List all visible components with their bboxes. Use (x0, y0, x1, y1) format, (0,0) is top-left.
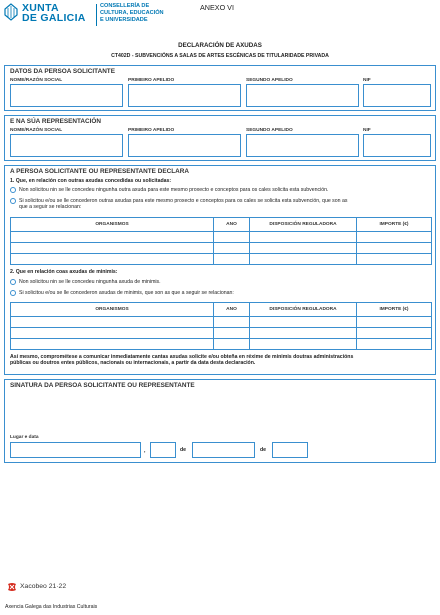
table-row (11, 254, 432, 265)
month-field[interactable] (192, 442, 255, 458)
column-header-organisms: ORGANISMOS (11, 218, 214, 232)
table-cell[interactable] (357, 254, 432, 265)
table-cell[interactable] (357, 328, 432, 339)
table-cell[interactable] (250, 328, 357, 339)
q2-option-no-radio[interactable] (10, 279, 16, 285)
de-separator-2: de (260, 447, 267, 453)
q1-option-yes-radio[interactable] (10, 198, 16, 204)
table-cell[interactable] (214, 339, 250, 350)
signature-section-title: SINATURA DA PERSOA SOLICITANTE OU REPRESENTANTE (10, 382, 195, 389)
table-cell[interactable] (357, 243, 432, 254)
rep-nif-label: NIF (363, 128, 371, 133)
applicant-section-title: DATOS DA PERSOA SOLICITANTE (10, 68, 115, 75)
rep-first-surname-label: PRIMEIRO APELIDO (128, 128, 175, 133)
q2-option-no-label: Non solicitou nin se lle concedeu ningunha axuda de minimis. (19, 279, 161, 285)
xacobeo-text: Xacobeo 21·22 (20, 583, 67, 590)
annex-label: ANEXO VI (200, 3, 234, 12)
representative-section-title: E NA SÚA REPRESENTACIÓN (10, 118, 102, 125)
table-cell[interactable] (11, 339, 214, 350)
table-row (11, 339, 432, 350)
table-cell[interactable] (214, 328, 250, 339)
table-cell[interactable] (357, 339, 432, 350)
column-header-year: ANO (214, 218, 250, 232)
document-header (4, 3, 436, 27)
table-cell[interactable] (250, 317, 357, 328)
table-cell[interactable] (250, 339, 357, 350)
table-cell[interactable] (11, 317, 214, 328)
applicant-second-surname-field[interactable] (246, 84, 359, 107)
table-cell[interactable] (11, 328, 214, 339)
rep-nif-field[interactable] (363, 134, 431, 157)
table-cell[interactable] (214, 232, 250, 243)
column-header-regulation: DISPOSICIÓN REGULADORA (250, 303, 357, 317)
column-header-amount: IMPORTE (€) (357, 218, 432, 232)
applicant-name-field[interactable] (10, 84, 123, 107)
rep-name-field[interactable] (10, 134, 123, 157)
applicant-first-surname-field[interactable] (128, 84, 241, 107)
agency-name: Axencia Galega das Industrias Culturais (5, 604, 98, 610)
table-cell[interactable] (357, 232, 432, 243)
declaration-section (4, 165, 436, 375)
rep-name-label: NOME/RAZÓN SOCIAL (10, 128, 63, 133)
year-field[interactable] (272, 442, 308, 458)
second-surname-label: SEGUNDO APELIDO (246, 78, 293, 83)
table-cell[interactable] (11, 243, 214, 254)
rep-first-surname-field[interactable] (128, 134, 241, 157)
xunta-logo-text: XUNTA DE GALICIA (22, 2, 86, 24)
aid-table-2 (10, 302, 432, 350)
rep-second-surname-field[interactable] (246, 134, 359, 157)
column-header-year: ANO (214, 303, 250, 317)
q1-option-no-radio[interactable] (10, 187, 16, 193)
comma-separator: , (144, 448, 146, 454)
scallop-shell-icon (4, 3, 18, 21)
table-row (11, 317, 432, 328)
aid-table-1 (10, 217, 432, 265)
xacobeo-mark-icon (7, 582, 17, 592)
table-cell[interactable] (214, 254, 250, 265)
q1-option-no-label: Non solicitou nin se lle concedeu ningunha outra axuda para este mesmo proxecto e conceptos para os cales solicita esta subvención. (19, 187, 329, 193)
question-1: 1. Que, en relación con outras axudas concedidas ou solicitadas: (10, 178, 172, 184)
logo-divider (96, 4, 97, 26)
table-cell[interactable] (357, 317, 432, 328)
q2-option-yes-label: Si solicitou e/ou se lle concederon axudas de minimis, que son as que a seguir se relacionan: (19, 290, 234, 296)
commitment-text: Así mesmo, comprométese a comunicar inmediatamente cantas axudas solicite e/ou obteña en réxime de minimis doutras administracións públicas ou doutros entes públicos, nacionais ou internacionais, a partir da data desta declaración. (10, 354, 354, 367)
nif-label: NIF (363, 78, 371, 83)
table-cell[interactable] (214, 243, 250, 254)
table-cell[interactable] (250, 232, 357, 243)
table-row (11, 328, 432, 339)
table-cell[interactable] (250, 254, 357, 265)
conselleria-name: CONSELLERÍA DE CULTURA, EDUCACIÓN E UNIVERSIDADE (100, 3, 164, 23)
table-cell[interactable] (250, 243, 357, 254)
table-cell[interactable] (214, 317, 250, 328)
column-header-regulation: DISPOSICIÓN REGULADORA (250, 218, 357, 232)
de-separator-1: de (180, 447, 187, 453)
q2-option-yes-radio[interactable] (10, 290, 16, 296)
table-cell[interactable] (11, 254, 214, 265)
representative-section (4, 115, 436, 161)
document-subtitle: CT402D - SUBVENCIÓNS A SALAS DE ARTES ESCÉNICAS DE TITULARIDADE PRIVADA (111, 53, 329, 59)
question-2: 2. Que en relación coas axudas de minimis: (10, 269, 118, 275)
first-surname-label: PRIMEIRO APELIDO (128, 78, 175, 83)
rep-second-surname-label: SEGUNDO APELIDO (246, 128, 293, 133)
signature-section (4, 379, 436, 463)
document-title: DECLARACIÓN DE AXUDAS (178, 42, 262, 49)
table-header-row (11, 303, 432, 317)
table-header-row (11, 218, 432, 232)
column-header-amount: IMPORTE (€) (357, 303, 432, 317)
applicant-section (4, 65, 436, 111)
place-field[interactable] (10, 442, 141, 458)
day-field[interactable] (150, 442, 176, 458)
column-header-organisms: ORGANISMOS (11, 303, 214, 317)
name-label: NOME/RAZÓN SOCIAL (10, 78, 63, 83)
q1-option-yes-label: Si solicitou e/ou se lle concederon outras axudas para este mesmo proxecto e conceptos para os cales se solicita esta subvención, que son as que a seguir se relacionan: (19, 198, 348, 211)
declaration-section-title: A PERSOA SOLICITANTE OU REPRESENTANTE DECLARA (10, 168, 189, 175)
place-date-label: Lugar e data (10, 435, 39, 440)
table-row (11, 243, 432, 254)
applicant-nif-field[interactable] (363, 84, 431, 107)
table-cell[interactable] (11, 232, 214, 243)
table-row (11, 232, 432, 243)
